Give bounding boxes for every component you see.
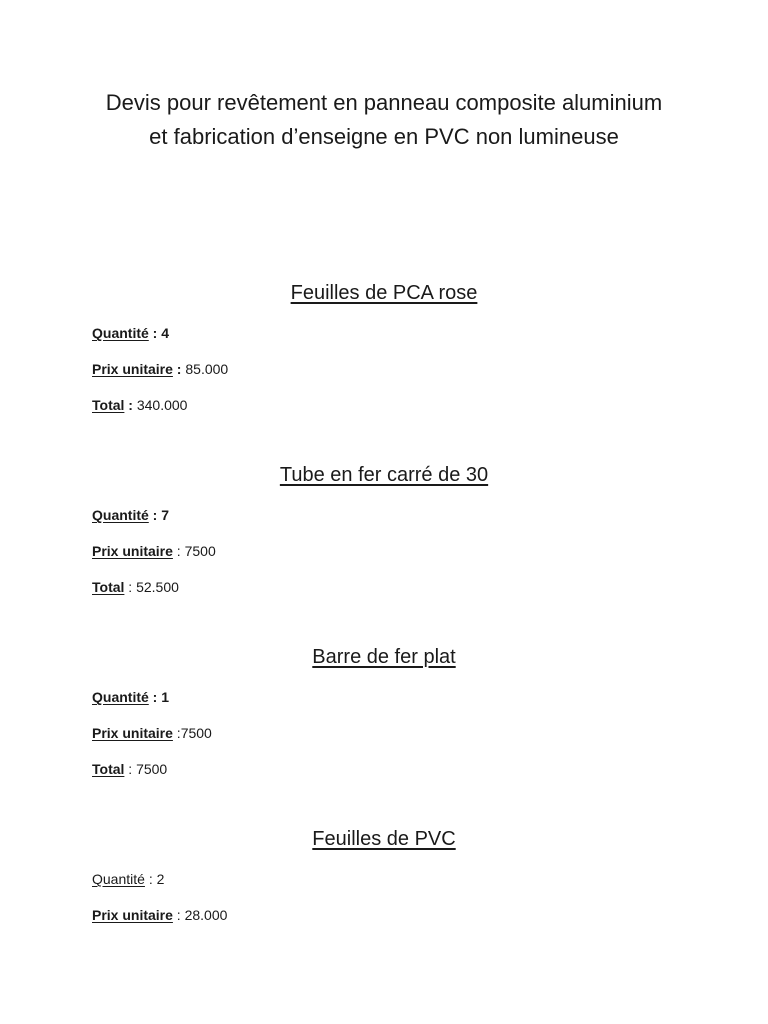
section-title	[0, 462, 768, 488]
quantity-value: 2	[156, 871, 165, 887]
unit-price-separator: :	[172, 361, 186, 377]
quantity-separator: :	[148, 507, 162, 523]
unit-price-row	[92, 542, 216, 560]
quantity-row	[92, 324, 169, 342]
section-title	[0, 644, 768, 670]
total-label: Total	[92, 579, 125, 595]
total-row	[92, 396, 187, 414]
total-value: 340.000	[136, 397, 188, 413]
section-title-text: Feuilles de PVC	[312, 828, 456, 850]
section-title-text: Feuilles de PCA rose	[290, 282, 478, 304]
quantity-row	[92, 870, 164, 888]
total-value: 52.500	[136, 579, 179, 595]
quantity-row	[92, 506, 169, 524]
unit-price-separator: :	[172, 725, 181, 741]
total-row	[92, 578, 179, 596]
total-separator: :	[124, 397, 137, 413]
unit-price-value: 7500	[184, 543, 216, 559]
section-title	[0, 826, 768, 852]
total-label: Total	[92, 397, 125, 413]
unit-price-row	[92, 360, 228, 378]
quantity-label: Quantité	[92, 507, 149, 523]
quantity-separator: :	[148, 325, 162, 341]
total-separator: :	[124, 761, 137, 777]
quantity-value: 7	[161, 507, 170, 523]
document-title: Devis pour revêtement en panneau composite aluminium et fabrication d’enseigne en PVC non lumineuse	[105, 90, 663, 149]
unit-price-separator: :	[172, 907, 185, 923]
quantity-separator: :	[144, 871, 157, 887]
unit-price-label: Prix unitaire	[92, 725, 173, 741]
total-row	[92, 760, 167, 778]
quantity-separator: :	[148, 689, 162, 705]
unit-price-row	[92, 906, 227, 924]
quantity-label: Quantité	[92, 325, 149, 341]
quantity-row	[92, 688, 169, 706]
unit-price-label: Prix unitaire	[92, 543, 173, 559]
quantity-value: 1	[161, 689, 170, 705]
total-value: 7500	[136, 761, 168, 777]
unit-price-row	[92, 724, 212, 742]
section-title	[0, 280, 768, 306]
quantity-label: Quantité	[92, 871, 145, 887]
section-title-text: Barre de fer plat	[312, 646, 456, 668]
total-separator: :	[124, 579, 137, 595]
quantity-value: 4	[161, 325, 170, 341]
unit-price-label: Prix unitaire	[92, 907, 173, 923]
total-label: Total	[92, 761, 125, 777]
unit-price-value: 7500	[180, 725, 212, 741]
unit-price-separator: :	[172, 543, 185, 559]
unit-price-value: 85.000	[185, 361, 229, 377]
quantity-label: Quantité	[92, 689, 149, 705]
section-title-text: Tube en fer carré de 30	[279, 464, 489, 486]
unit-price-label: Prix unitaire	[92, 361, 173, 377]
unit-price-value: 28.000	[184, 907, 228, 923]
